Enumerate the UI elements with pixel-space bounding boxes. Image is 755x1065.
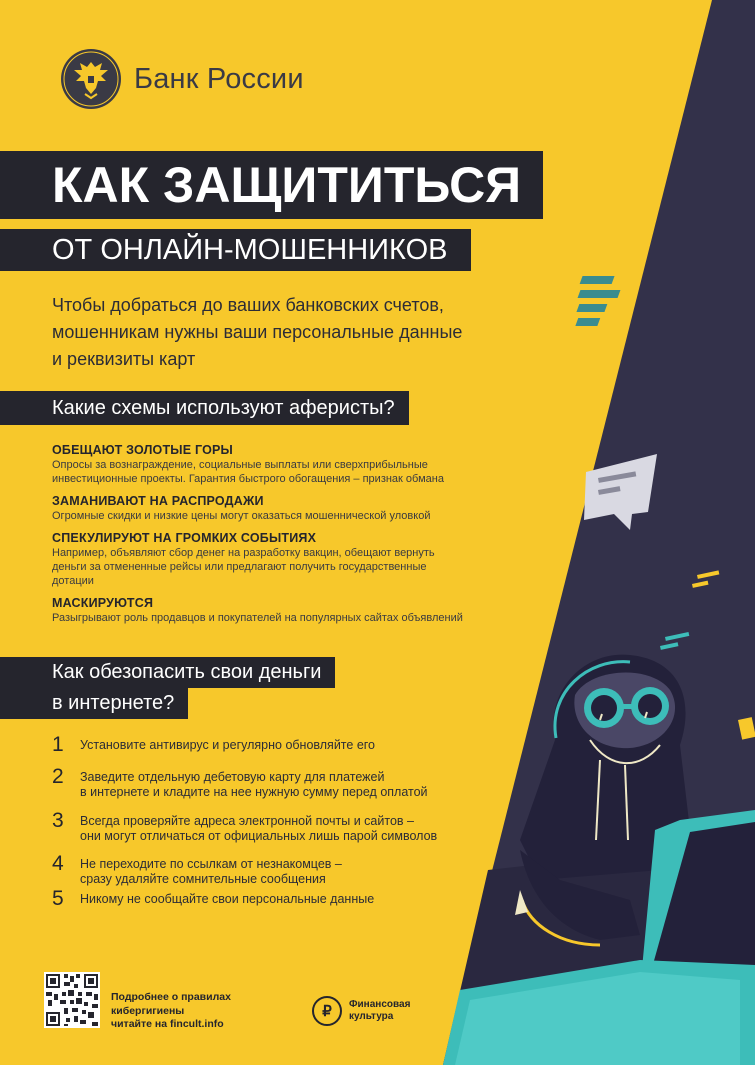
scheme-item bbox=[52, 530, 512, 588]
safety-heading bbox=[0, 657, 335, 719]
bank-name: Банк России bbox=[134, 62, 304, 95]
step-text bbox=[80, 764, 428, 800]
safety-heading-line: Как обезопасить свои деньги bbox=[0, 657, 335, 688]
schemes-heading: Какие схемы используют аферисты? bbox=[0, 391, 409, 425]
fincult-label-line: культура bbox=[349, 1011, 394, 1022]
scheme-title: ЗАМАНИВАЮТ НА РАСПРОДАЖИ bbox=[52, 494, 264, 508]
scheme-line: дотации bbox=[52, 575, 94, 587]
safety-heading-line: в интернете? bbox=[0, 688, 188, 719]
step-line: Никому не сообщайте свои персональные данные bbox=[80, 892, 375, 906]
intro-line: Чтобы добраться до ваших банковских счетов, bbox=[52, 295, 444, 315]
safety-steps bbox=[52, 732, 482, 916]
page-title: КАК ЗАЩИТИТЬСЯ bbox=[0, 151, 543, 219]
step-line: сразу удаляйте сомнительные сообщения bbox=[80, 872, 326, 886]
fincult-label-line: Финансовая bbox=[349, 999, 411, 1010]
step-item bbox=[52, 764, 482, 808]
scheme-line: Например, объявляют сбор денег на разработку вакцин, обещают вернуть bbox=[52, 547, 435, 559]
step-text bbox=[80, 851, 342, 887]
step-item bbox=[52, 808, 482, 851]
code-lines-icon bbox=[575, 276, 620, 326]
scheme-line: Огромные скидки и низкие цены могут оказаться мошеннической уловкой bbox=[52, 510, 431, 522]
scheme-description bbox=[52, 509, 512, 523]
step-line: Установите антивирус и регулярно обновляйте его bbox=[80, 738, 376, 752]
scheme-item bbox=[52, 595, 512, 625]
footer-note bbox=[111, 991, 231, 1032]
scheme-line: Разыгрывают роль продавцов и покупателей на популярных сайтах объявлений bbox=[52, 612, 463, 624]
ruble-icon: ₽ bbox=[312, 996, 342, 1026]
scheme-line: деньги за отмененные рейсы или предлагают получить государственные bbox=[52, 561, 427, 573]
scheme-item bbox=[52, 493, 512, 523]
footer-note-line: читайте на fincult.info bbox=[111, 1018, 224, 1030]
step-line: Не переходите по ссылкам от незнакомцев – bbox=[80, 857, 342, 871]
scheme-line: инвестиционные проекты. Гарантия быстрого обогащения – признак обмана bbox=[52, 473, 444, 485]
step-number: 4 bbox=[52, 852, 64, 875]
step-text bbox=[80, 886, 374, 907]
step-line: Заведите отдельную дебетовую карту для платежей bbox=[80, 770, 385, 784]
step-text bbox=[80, 732, 375, 753]
intro-text bbox=[52, 292, 552, 373]
step-line: они могут отличаться от официальных лишь парой символов bbox=[80, 829, 438, 843]
page-subtitle: ОТ ОНЛАЙН-МОШЕННИКОВ bbox=[0, 229, 471, 271]
scheme-item bbox=[52, 442, 512, 486]
scheme-description bbox=[52, 611, 512, 625]
step-number: 5 bbox=[52, 887, 64, 910]
intro-line: мошенникам нужны ваши персональные данные bbox=[52, 322, 463, 342]
schemes-list bbox=[52, 442, 512, 632]
footer-note-line: Подробнее о правилах bbox=[111, 991, 231, 1003]
step-text bbox=[80, 808, 437, 844]
double-headed-eagle-icon bbox=[60, 48, 122, 110]
fincult-logo bbox=[312, 996, 410, 1026]
scheme-description bbox=[52, 546, 512, 588]
step-number: 2 bbox=[52, 765, 64, 788]
fincult-label bbox=[349, 999, 410, 1023]
qr-code-icon[interactable] bbox=[44, 972, 100, 1028]
scheme-description bbox=[52, 458, 512, 486]
step-line: в интернете и кладите на нее нужную сумму перед оплатой bbox=[80, 785, 428, 799]
scheme-title: ОБЕЩАЮТ ЗОЛОТЫЕ ГОРЫ bbox=[52, 443, 233, 457]
step-item bbox=[52, 851, 482, 886]
step-item bbox=[52, 886, 482, 916]
intro-line: и реквизиты карт bbox=[52, 349, 196, 369]
step-line: Всегда проверяйте адреса электронной почты и сайтов – bbox=[80, 814, 414, 828]
footer-note-line: кибергигиены bbox=[111, 1004, 185, 1017]
scheme-line: Опросы за вознаграждение, социальные выплаты или сверхприбыльные bbox=[52, 459, 428, 471]
step-number: 3 bbox=[52, 809, 64, 832]
scheme-title: МАСКИРУЮТСЯ bbox=[52, 596, 154, 610]
step-item bbox=[52, 732, 482, 764]
scheme-title: СПЕКУЛИРУЮТ НА ГРОМКИХ СОБЫТИЯХ bbox=[52, 531, 317, 545]
step-number: 1 bbox=[52, 733, 64, 756]
bank-logo bbox=[60, 48, 304, 110]
